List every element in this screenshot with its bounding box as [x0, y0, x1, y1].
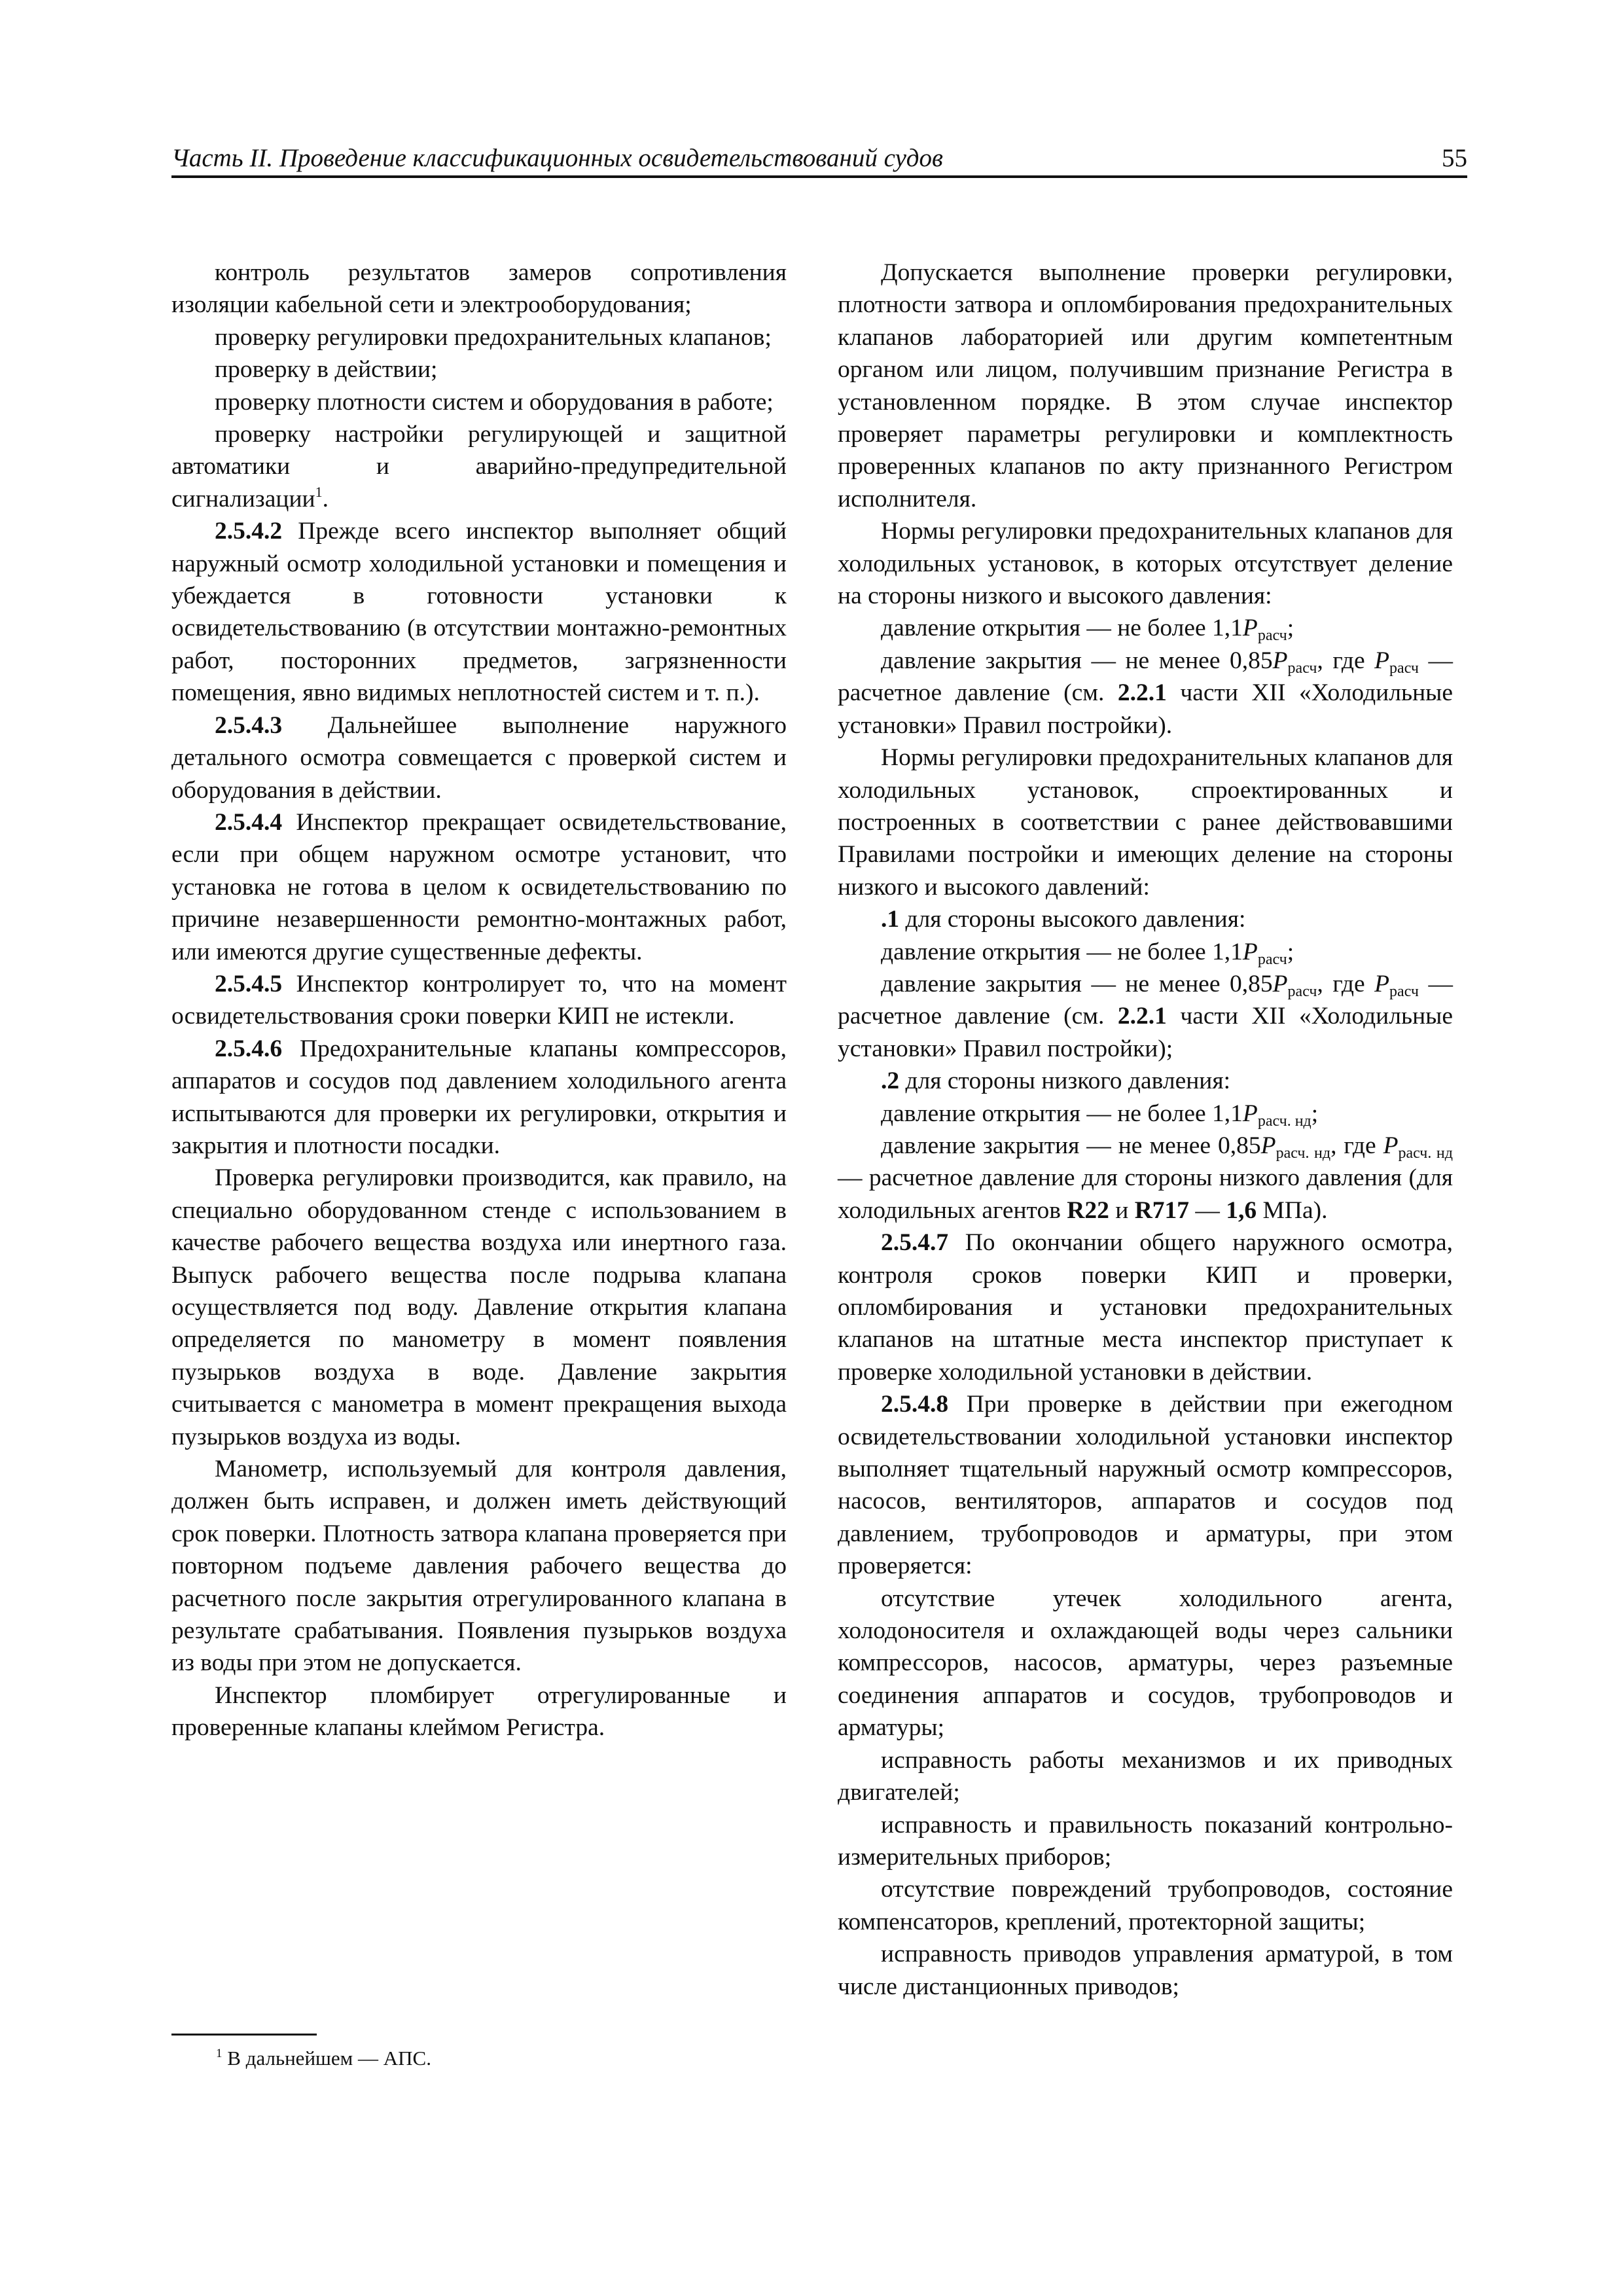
paragraph-2-5-4-4: 2.5.4.4 Инспектор прекращает освидетельствование, если при общем наружном осмотре установит, что установка не готова в целом к освидетельствованию по причине незавершенности ремонтно-монтажных работ, или имеются другие существенные дефекты.: [171, 808, 787, 965]
paragraph: Нормы регулировки предохранительных клапанов для холодильных установок, в которых отсутствует деление на стороны низкого и высокого давления:: [838, 518, 1453, 610]
paragraph-2-5-4-6: 2.5.4.6 Предохранительные клапаны компрессоров, аппаратов и сосудов под давлением холодильного агента испытываются для проверки их регулировки, открытия и закрытия и плотности посадки.: [171, 1035, 787, 1159]
running-header: [171, 143, 1467, 178]
paragraph: Манометр, используемый для контроля давления, должен быть исправен, и должен иметь действующий срок поверки. Плотность затвора клапана проверяется при повторном подъеме давления рабочего вещества до расчетного после закрытия отрегулированного клапана в результате срабатывания. Появления пузырьков воздуха из воды при этом не допускается.: [171, 1456, 787, 1677]
paragraph: Проверка регулировки производится, как правило, на специально оборудованном стенде с использованием в качестве рабочего вещества воздуха или инертного газа. Выпуск рабочего вещества после подрыва клапана осуществляется под воду. Давление открытия клапана определяется по манометру в момент появления пузырьков воздуха в воде. Давление закрытия считывается с манометра в момент прекращения выхода пузырьков воздуха из воды.: [171, 1164, 787, 1450]
paragraph: контроль результатов замеров сопротивления изоляции кабельной сети и электрооборудования;: [171, 259, 787, 319]
check-item: отсутствие повреждений трубопроводов, состояние компенсаторов, креплений, протекторной защиты;: [838, 1876, 1453, 1935]
paragraph: проверку в действии;: [215, 356, 438, 384]
footnote-divider: [171, 2034, 317, 2036]
paragraph: Допускается выполнение проверки регулировки, плотности затвора и опломбирования предохранительных клапанов лабораторией или другим компетентным органом или лицом, получившим признание Регистра в установленном порядке. В этом случае инспектор проверяет параметры регулировки и комплектность проверенных клапанов по акту признанного Регистром исполнителя.: [838, 259, 1453, 512]
formula-line: давление открытия — не более $1,1P_{расч}$;: [881, 615, 1294, 645]
footnote: $^1$ В дальнейшем — АПС.: [216, 2047, 431, 2070]
list-item-2: .2 для стороны низкого давления:: [881, 1067, 1231, 1095]
check-item: исправность работы механизмов и их приводных двигателей;: [838, 1746, 1453, 1806]
header-title: Часть II. Проведение классификационных освидетельствований судов: [171, 144, 943, 172]
paragraph-2-5-4-7: 2.5.4.7 По окончании общего наружного осмотра, контроля сроков поверки КИП и проверки, опломбирования и установки предохранительных клапанов на штатные места инспектор приступает к проверке холодильной установки в действии.: [838, 1229, 1453, 1386]
formula-line: давление закрытия — не менее $0,85P_{расч}$, где $P_{расч}$ — расчетное давление (см. 2.2.1 части XII «Холодильные установки» Правил постройки);: [838, 970, 1453, 1062]
clause-number: 2.5.4.5: [215, 970, 283, 997]
paragraph-2-5-4-2: 2.5.4.2 Прежде всего инспектор выполняет общий наружный осмотр холодильной установки и помещения и убеждается в готовности установки к освидетельствованию (в отсутствии монтажно-ремонтных работ, посторонних предметов, загрязненности помещения, явно видимых неплотностей систем и т. п.).: [171, 518, 787, 707]
paragraph-2-5-4-5: 2.5.4.5 Инспектор контролирует то, что на момент освидетельствования сроки поверки КИП не истекли.: [171, 970, 787, 1030]
paragraph-2-5-4-3: 2.5.4.3 Дальнейшее выполнение наружного детального осмотра совмещается с проверкой систем и оборудования в действии.: [171, 711, 787, 804]
left-column: [171, 257, 787, 1744]
footnote-ref: 1: [315, 483, 323, 500]
clause-number: 2.5.4.2: [215, 518, 283, 545]
right-column: [838, 257, 1453, 2003]
clause-number: 2.5.4.3: [215, 711, 283, 739]
paragraph: проверку регулировки предохранительных клапанов;: [215, 323, 772, 351]
clause-number: 2.5.4.8: [881, 1391, 949, 1418]
formula-line: давление закрытия — не менее $0,85P_{расч. нд}$, где $P_{расч. нд}$ — расчетное давление для стороны низкого давления (для холодильных агентов R22 и R717 — 1,6 МПа).: [838, 1132, 1453, 1224]
formula-line: давление открытия — не более $1,1P_{расч. нд}$;: [881, 1100, 1319, 1130]
check-item: исправность приводов управления арматурой, в том числе дистанционных приводов;: [838, 1941, 1453, 2000]
check-item: исправность и правильность показаний контрольно-измерительных приборов;: [838, 1811, 1453, 1871]
paragraph-2-5-4-8: 2.5.4.8 При проверке в действии при ежегодном освидетельствовании холодильной установки инспектор выполняет тщательный наружный осмотр компрессоров, насосов, вентиляторов, аппаратов и сосудов под давлением, трубопроводов и арматуры, при этом проверяется:: [838, 1391, 1453, 1580]
page-number: 55: [1442, 144, 1467, 172]
formula-line: давление открытия — не более $1,1P_{расч}$;: [881, 938, 1294, 968]
check-item: отсутствие утечек холодильного агента, холодоносителя и охлаждающей воды через сальники компрессоров, насосов, арматуры, через разъемные соединения аппаратов и сосудов, трубопроводов и арматуры;: [838, 1585, 1453, 1742]
list-item-1: .1 для стороны высокого давления:: [881, 906, 1246, 933]
paragraph: Инспектор пломбирует отрегулированные и проверенные клапаны клеймом Регистра.: [171, 1681, 787, 1742]
paragraph: проверку настройки регулирующей и защитной автоматики и аварийно-предупредительной сигнализации$^1$.: [171, 421, 787, 512]
clause-number: 2.5.4.7: [881, 1229, 949, 1257]
clause-number: 2.5.4.6: [215, 1035, 283, 1062]
formula-line: давление закрытия — не менее $0,85P_{расч}$, где $P_{расч}$ — расчетное давление (см. 2.2.1 части XII «Холодильные установки» Правил постройки).: [838, 647, 1453, 739]
paragraph: проверку плотности систем и оборудования в работе;: [215, 388, 774, 416]
paragraph: Нормы регулировки предохранительных клапанов для холодильных установок, спроектированных и построенных в соответствии с ранее действовавшими Правилами постройки и имеющих деление на стороны низкого и высокого давлений:: [838, 744, 1453, 901]
clause-number: 2.5.4.4: [215, 808, 283, 836]
